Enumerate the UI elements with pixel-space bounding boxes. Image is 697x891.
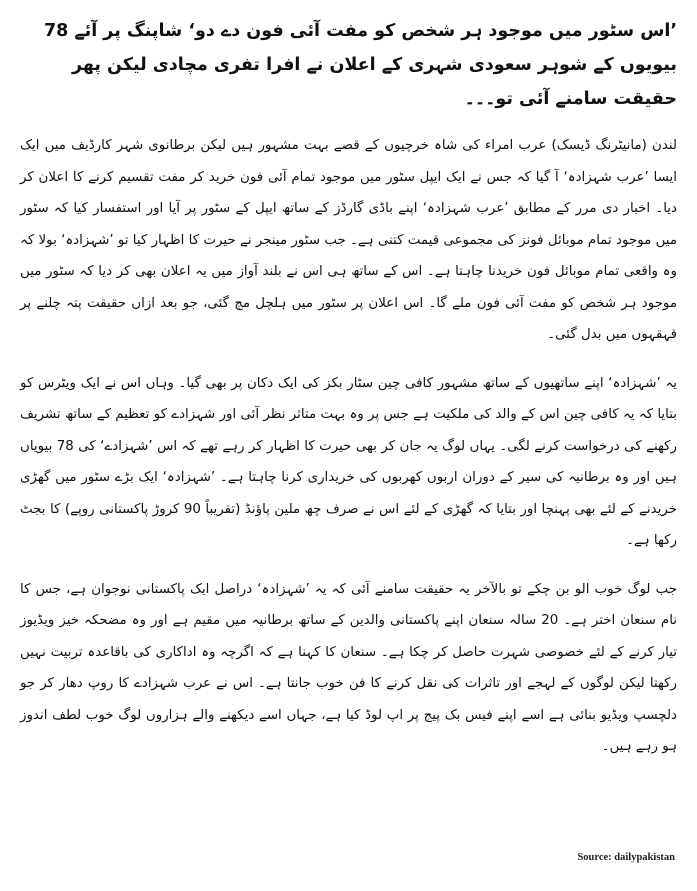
article-paragraph-2: یہ ’شہزادہ‘ اپنے ساتھیوں کے ساتھ مشہور کافی چین سٹار بکز کی ایک دکان پر بھی گیا۔ وہاں اس نے ایک ویٹرس کو بتایا کہ یہ کافی چین اس کے والد کی ملکیت ہے جس پر وہ بہت متاثر نظر آئی اور شہزادے کو تعظیم کے ساتھ تشریف رکھنے کی درخواست کرنے لگی۔ یہاں لوگ یہ جان کر بھی حیرت کا اظہار کر رہے تھے کہ اس ’شہزادے‘ کی 78 بیویاں ہیں اور وہ برطانیہ کی سیر کے دوران اربوں کھربوں کی خریداری کرنا چاہتا ہے۔ ’شہزادہ‘ ایک بڑے سٹور میں گھڑی خریدنے کے لئے بھی پہنچا اور بتایا کہ گھڑی کے لئے اس نے صرف چھ ملین پاﺅنڈ (تقریباً 90 کروڑ پاکستانی روپے) کا بجٹ رکھا ہے۔ bbox=[20, 375, 678, 548]
article-paragraph-1: لندن (مانیٹرنگ ڈیسک) عرب امراء کی شاہ خرچیوں کے قصے بہت مشہور ہیں لیکن برطانوی شہر کارڈیف میں ایک ایسا ’عرب شہزادہ‘ آ گیا کہ جس نے ایک ایپل سٹور میں موجود تمام آئی فون خرید کر مفت تقسیم کرنے کا اعلان کر دیا۔ اخبار دی مرر کے مطابق ’عرب شہزادہ‘ اپنے باڈی گارڈز کے ساتھ ایپل کے سٹور پر آیا اور استفسار کیا کہ سٹور میں موجود تمام موبائل فونز کی مجموعی قیمت کتنی ہے۔ جب سٹور مینجر نے حیرت کا اظہار کیا تو ’شہزادہ‘ بولا کہ وہ واقعی تمام موبائل فون خریدنا چاہتا ہے۔ اس کے ساتھ ہی اس نے بلند آواز میں یہ اعلان بھی کر دیا کہ سٹور میں موجود ہر شخص کو مفت آئی فون ملے گا۔ اس اعلان پر سٹور میں ہلچل مچ گئی، جو بعد ازاں حقیقت پتہ چلنے پر قہقہوں میں بدل گئی۔ bbox=[20, 138, 677, 342]
source-credit: Source: dailypakistan bbox=[577, 852, 675, 863]
article-paragraph-3: جب لوگ خوب الو بن چکے تو بالآخر یہ حقیقت سامنے آئی کہ یہ ’شہزادہ‘ دراصل ایک پاکستانی نوجوان ہے، جس کا نام سنعان اختر ہے۔ 20 سالہ سنعان اپنے پاکستانی والدین کے ساتھ برطانیہ میں مقیم ہے اور وہ مضحکہ خیز ویڈیوز تیار کرنے کے لئے خصوصی شہرت حاصل کر چکا ہے۔ سنعان کا کہنا ہے کہ اگرچہ وہ اداکاری کی باقاعدہ تربیت نہیں رکھتا لیکن لوگوں کے لہجے اور تاثرات کی نقل کرنے کا فن خوب جانتا ہے۔ اس نے عرب شہزادے کا روپ دھار کر جو دلچسپ ویڈیو بنائی ہے اسے اپنے فیس بک پیج پر اپ لوڈ کیا ہے، جہاں اسے دیکھنے والے ہزاروں لوگ خوب لطف اندوز ہو رہے ہیں۔ bbox=[20, 581, 677, 754]
article-headline: ’اس سٹور میں موجود ہر شخص کو مفت آئی فون دے دو‘ شاپنگ پر آئے 78 بیویوں کے شوہر سعودی شہری کے اعلان نے افرا تفری مچادی لیکن پھر حقیقت سامنے آئی تو۔۔۔ bbox=[43, 21, 677, 109]
